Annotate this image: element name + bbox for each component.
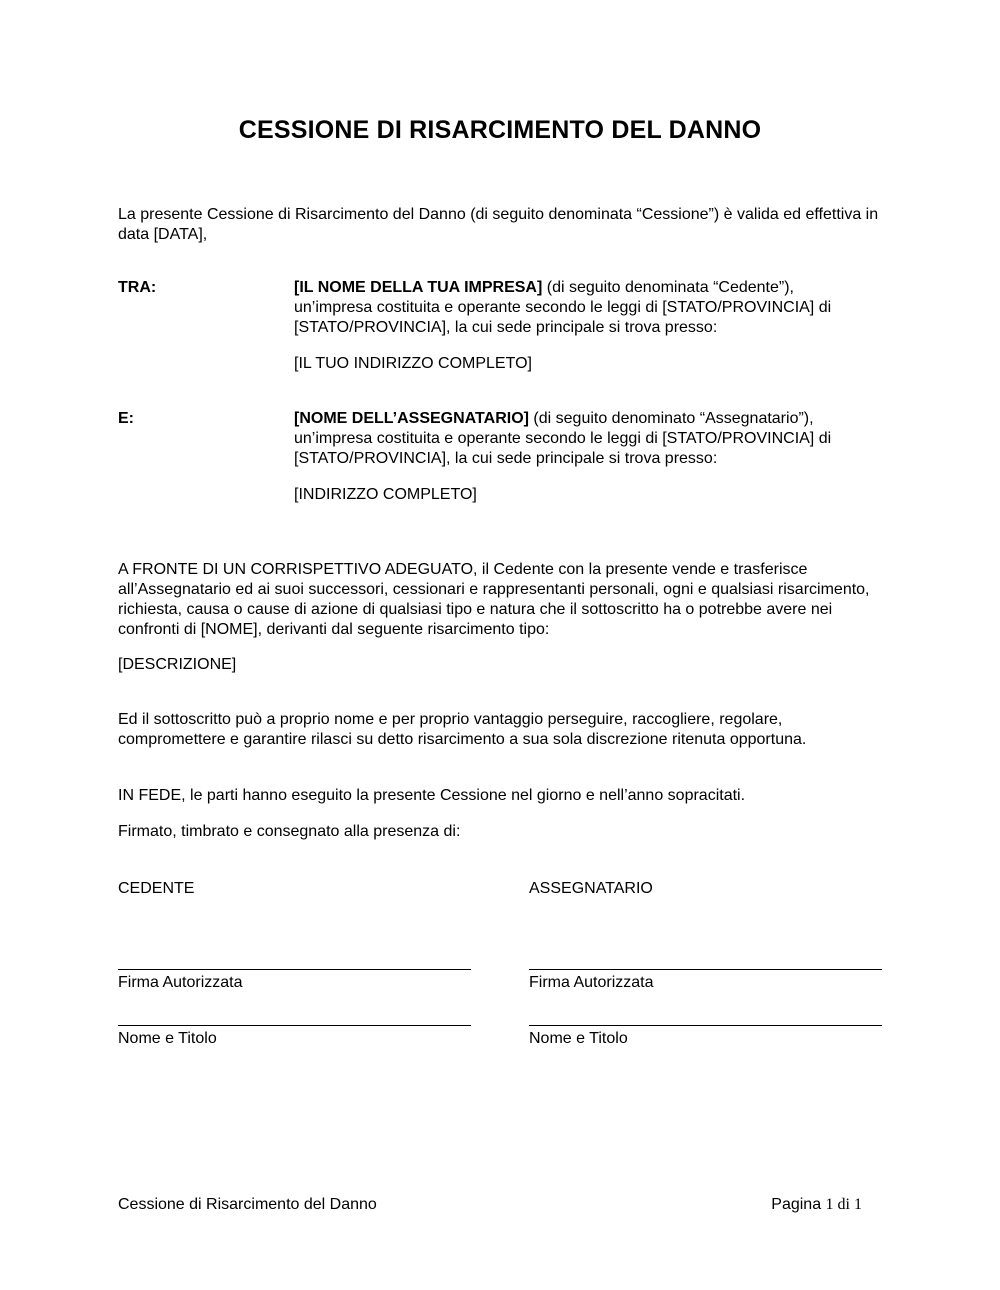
signature-label-assegnatario: Firma Autorizzata [529, 974, 654, 991]
document-title: CESSIONE DI RISARCIMENTO DEL DANNO [238, 116, 762, 144]
intro-paragraph: La presente Cessione di Risarcimento del Danno (di seguito denominata “Cessione”) è valida ed effettiva in data [DATA], [118, 206, 879, 243]
signature-label-cedente: Firma Autorizzata [118, 974, 243, 991]
party-assegnatario-name: [NOME DELL’ASSEGNATARIO] [294, 410, 529, 427]
page-separator: di [833, 1196, 854, 1213]
page-current: 1 [825, 1196, 834, 1213]
description-placeholder: [DESCRIZIONE] [118, 656, 237, 673]
consideration-paragraph: A FRONTE DI UN CORRISPETTIVO ADEGUATO, il Cedente con la presente vende e trasferisce all’Assegnatario ed ai suoi successori, cessionari e rappresentanti personali, ogni e qualsiasi risarcimento, richiesta, causa o cause di azione di qualsiasi tipo e natura che il sottoscritto ha o potrebbe avere nei confronti di [NOME], derivanti dal seguente risarcimento tipo: [118, 561, 870, 638]
signed-paragraph: Firmato, timbrato e consegnato alla presenza di: [118, 823, 461, 840]
name-label-cedente: Nome e Titolo [118, 1030, 217, 1047]
party-label-cedente: TRA: [118, 279, 157, 296]
footer-page-number [771, 1195, 862, 1215]
signature-line-cedente [118, 969, 471, 970]
party-label-assegnatario: E: [118, 410, 134, 427]
party-cedente-name: [IL NOME DELLA TUA IMPRESA] [294, 279, 543, 296]
name-label-assegnatario: Nome e Titolo [529, 1030, 628, 1047]
party-assegnatario-address: [INDIRIZZO COMPLETO] [294, 486, 477, 503]
signature-party-assegnatario: ASSEGNATARIO [529, 880, 653, 897]
footer-document-title: Cessione di Risarcimento del Danno [118, 1196, 377, 1213]
rights-paragraph: Ed il sottoscritto può a proprio nome e per proprio vantaggio perseguire, raccogliere, regolare, compromettere e garantire rilasci su detto risarcimento a sua sola discrezione ritenuta opportuna. [118, 711, 807, 748]
name-line-cedente [118, 1025, 471, 1026]
party-cedente-address: [IL TUO INDIRIZZO COMPLETO] [294, 355, 532, 372]
name-line-assegnatario [529, 1025, 882, 1026]
party-assegnatario-details [294, 409, 874, 469]
page-prefix: Pagina [771, 1196, 826, 1213]
page-total: 1 [854, 1196, 862, 1213]
witness-paragraph: IN FEDE, le parti hanno eseguito la presente Cessione nel giorno e nell’anno sopracitati. [118, 787, 746, 804]
party-assegnatario-description: (di seguito denominato “Assegnatario”), un’impresa costituita e operante secondo le leggi di [STATO/PROVINCIA] di [STATO/PROVINCIA], la cui sede principale si trova presso: [294, 410, 832, 467]
party-cedente-description: (di seguito denominata “Cedente”), un’impresa costituita e operante secondo le leggi di [STATO/PROVINCIA] di [STATO/PROVINCIA], la cui sede principale si trova presso: [294, 279, 832, 336]
signature-line-assegnatario [529, 969, 882, 970]
signature-party-cedente: CEDENTE [118, 880, 195, 897]
party-cedente-details [294, 278, 874, 338]
